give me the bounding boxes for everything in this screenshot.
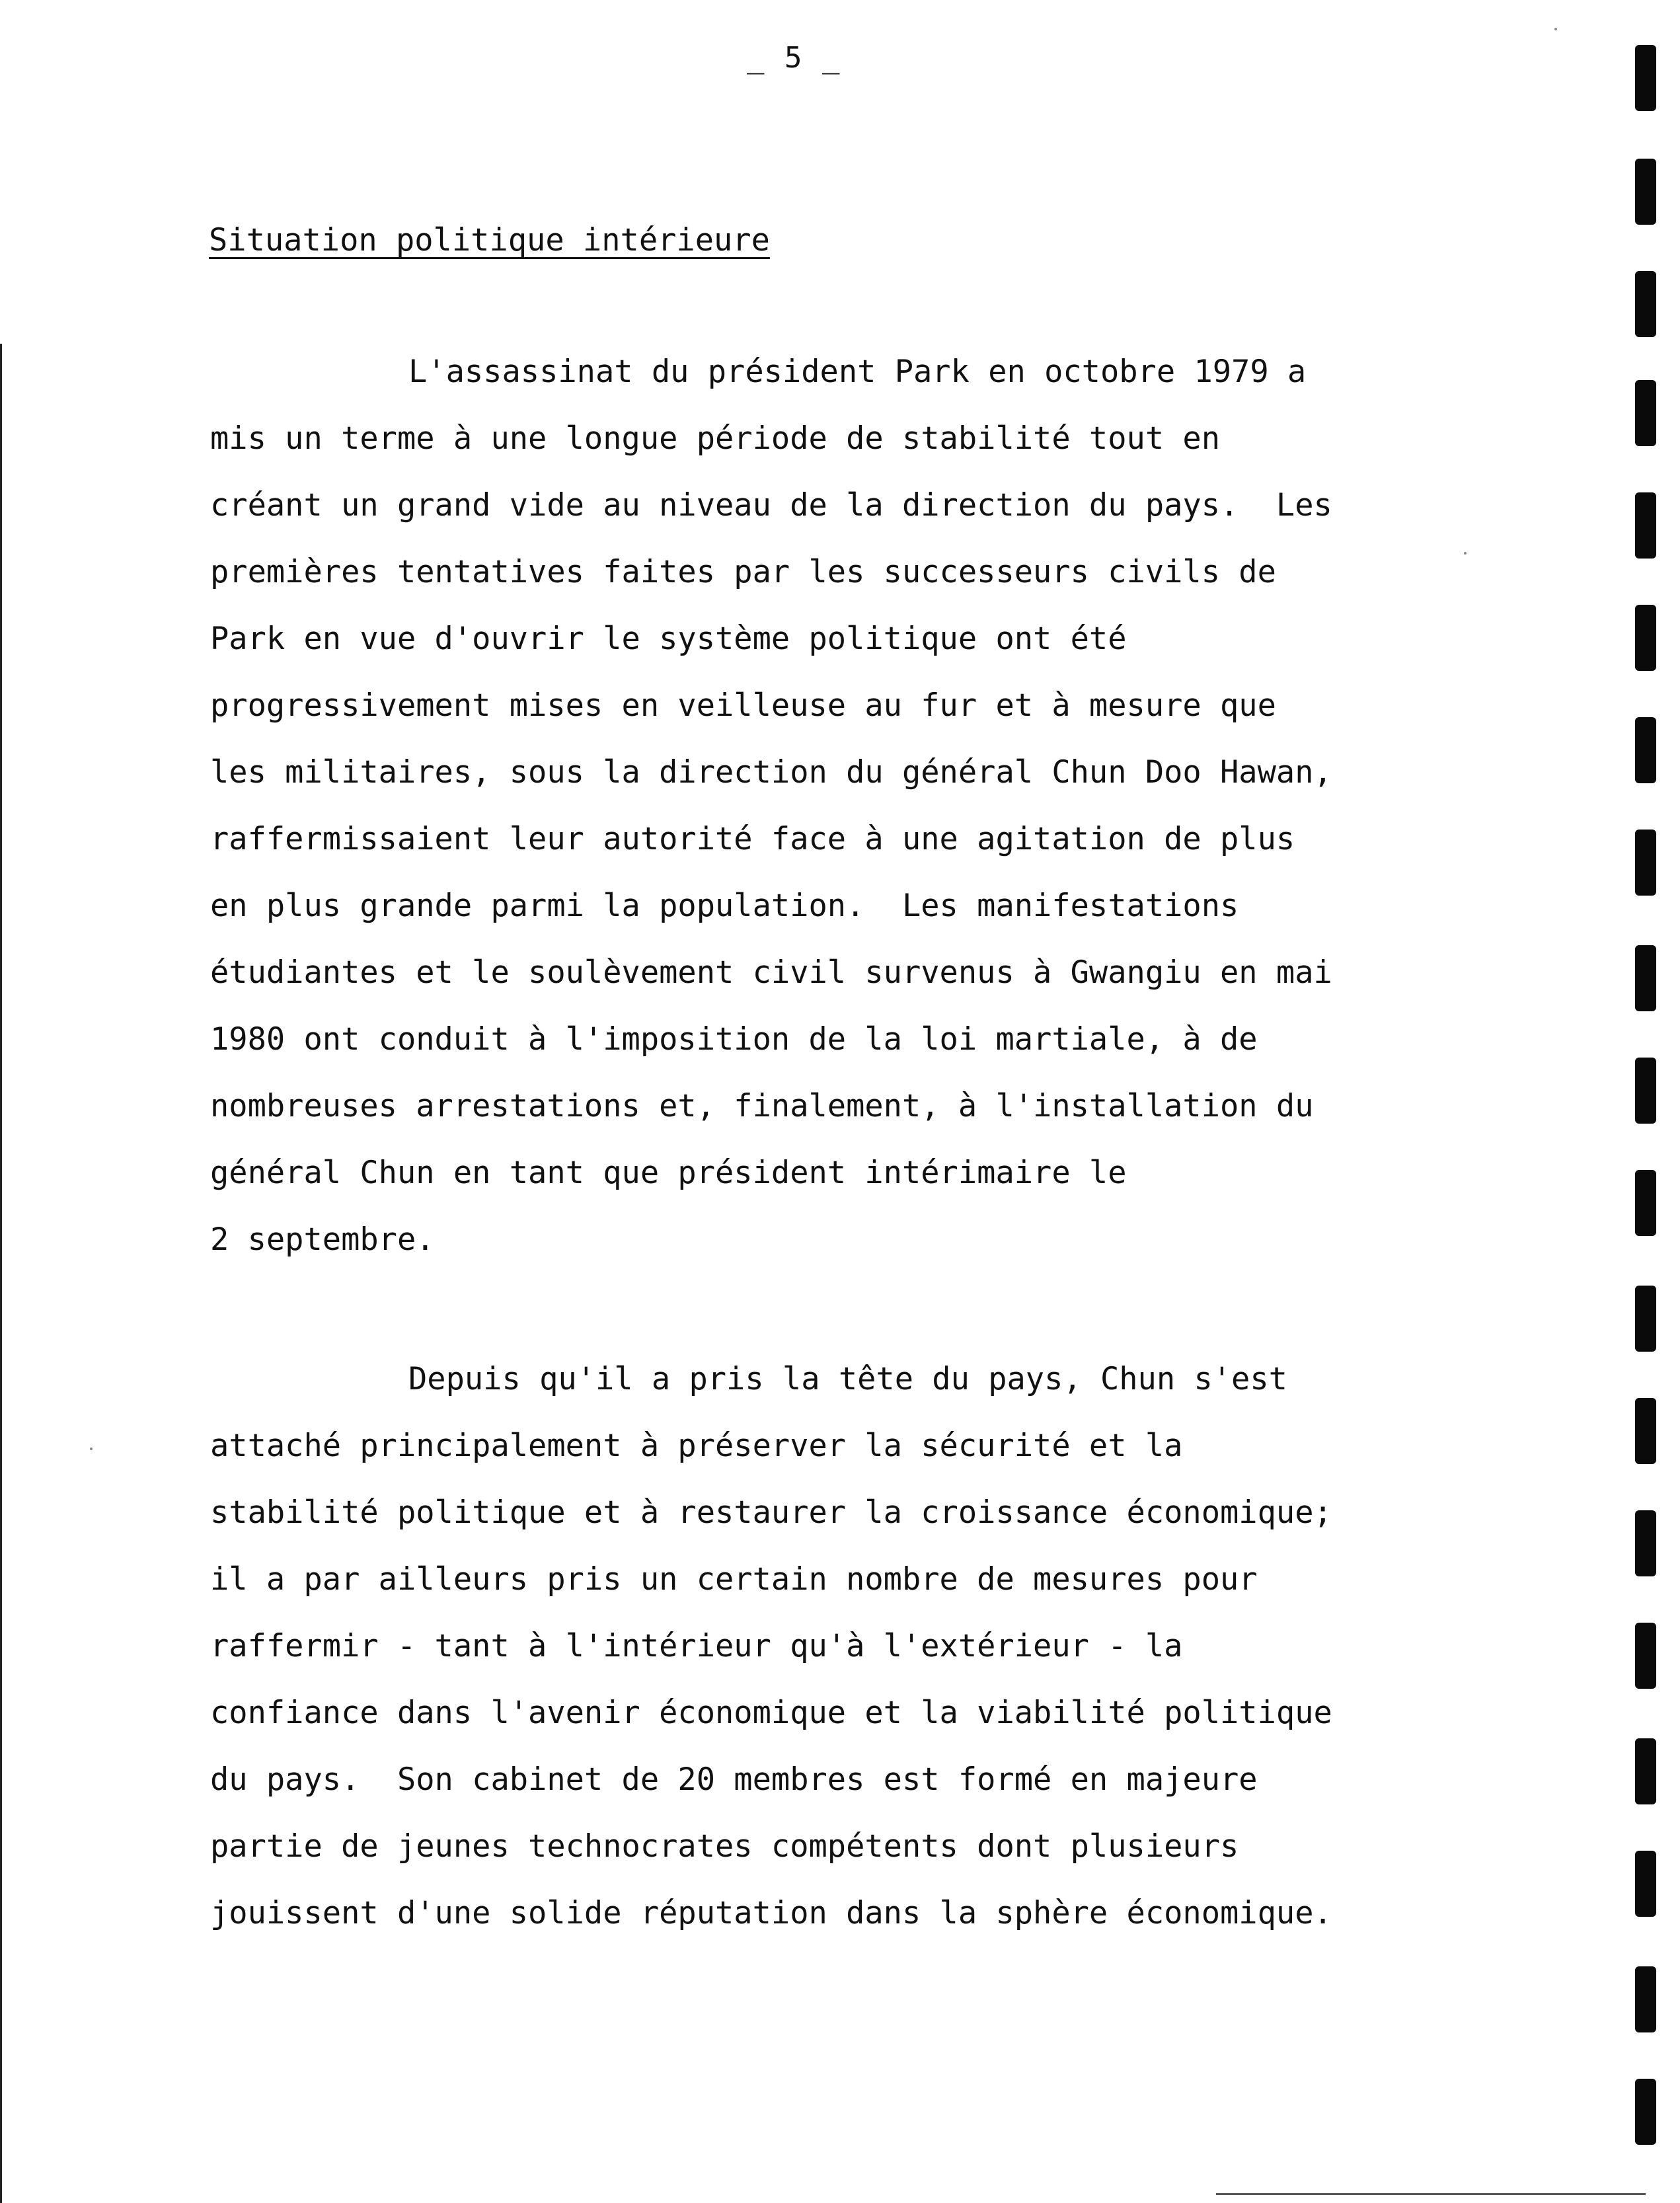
scan-edge-line	[0, 344, 2, 2203]
punch-mark	[1635, 271, 1656, 337]
paragraph-line: créant un grand vide au niveau de la direction du pays. Les	[210, 487, 1332, 523]
paragraph-line: il a par ailleurs pris un certain nombre de mesures pour	[210, 1561, 1258, 1598]
paragraph-line: stabilité politique et à restaurer la croissance économique;	[210, 1494, 1332, 1531]
paragraph-line: raffermir - tant à l'intérieur qu'à l'extérieur - la	[210, 1628, 1183, 1664]
paragraph-line: Depuis qu'il a pris la tête du pays, Chun s'est	[408, 1361, 1287, 1397]
punch-mark	[1635, 159, 1656, 225]
scan-speck	[1464, 552, 1467, 555]
section-title: Situation politique intérieure	[209, 222, 770, 258]
page-number: _ 5 _	[747, 41, 841, 75]
paragraph-line: premières tentatives faites par les successeurs civils de	[210, 554, 1276, 590]
paragraph-1	[210, 338, 1420, 1273]
punch-mark	[1635, 1398, 1656, 1464]
paragraph-line: général Chun en tant que président intérimaire le	[210, 1155, 1127, 1191]
paragraph-line: les militaires, sous la direction du général Chun Doo Hawan,	[210, 754, 1332, 791]
paragraph-line: confiance dans l'avenir économique et la viabilité politique	[210, 1695, 1332, 1731]
punch-mark	[1635, 1286, 1656, 1352]
paragraph-line: en plus grande parmi la population. Les manifestations	[210, 888, 1239, 924]
paragraph-line: mis un terme à une longue période de stabilité tout en	[210, 420, 1221, 457]
punch-mark	[1635, 605, 1656, 671]
punch-mark	[1635, 1966, 1656, 2032]
punch-mark	[1635, 2079, 1656, 2145]
punch-mark	[1635, 1510, 1656, 1576]
scan-speck	[1554, 28, 1557, 30]
paragraph-line: 2 septembre.	[210, 1221, 435, 1258]
punch-mark	[1635, 1738, 1656, 1804]
punch-mark	[1635, 492, 1656, 559]
punch-mark	[1635, 830, 1656, 896]
punch-mark	[1635, 45, 1656, 111]
punch-mark	[1635, 1058, 1656, 1124]
punch-mark	[1635, 945, 1656, 1011]
punch-mark	[1635, 717, 1656, 783]
punch-mark	[1635, 1623, 1656, 1689]
paragraph-line: raffermissaient leur autorité face à une agitation de plus	[210, 821, 1295, 857]
paragraph-2	[210, 1346, 1420, 1947]
punch-mark	[1635, 380, 1656, 446]
punch-mark	[1635, 1170, 1656, 1236]
paragraph-line: progressivement mises en veilleuse au fur et à mesure que	[210, 687, 1276, 724]
paragraph-line: 1980 ont conduit à l'imposition de la loi martiale, à de	[210, 1021, 1258, 1058]
paragraph-line: Park en vue d'ouvrir le système politique ont été	[210, 621, 1127, 657]
paragraph-line: étudiantes et le soulèvement civil survenus à Gwangiu en mai	[210, 954, 1332, 991]
paragraph-line: jouissent d'une solide réputation dans la sphère économique.	[210, 1895, 1332, 1931]
paragraph-line: attaché principalement à préserver la sécurité et la	[210, 1428, 1183, 1464]
paragraph-line: L'assassinat du président Park en octobre 1979 a	[408, 354, 1307, 390]
paragraph-line: nombreuses arrestations et, finalement, à l'installation du	[210, 1088, 1314, 1124]
paragraph-line: du pays. Son cabinet de 20 membres est formé en majeure	[210, 1761, 1258, 1798]
binding-punch-marks	[1635, 0, 1661, 2203]
punch-mark	[1635, 1851, 1656, 1917]
scan-speck	[90, 1448, 93, 1450]
paragraph-line: partie de jeunes technocrates compétents dont plusieurs	[210, 1828, 1239, 1865]
bottom-scan-rule	[1216, 2193, 1646, 2195]
